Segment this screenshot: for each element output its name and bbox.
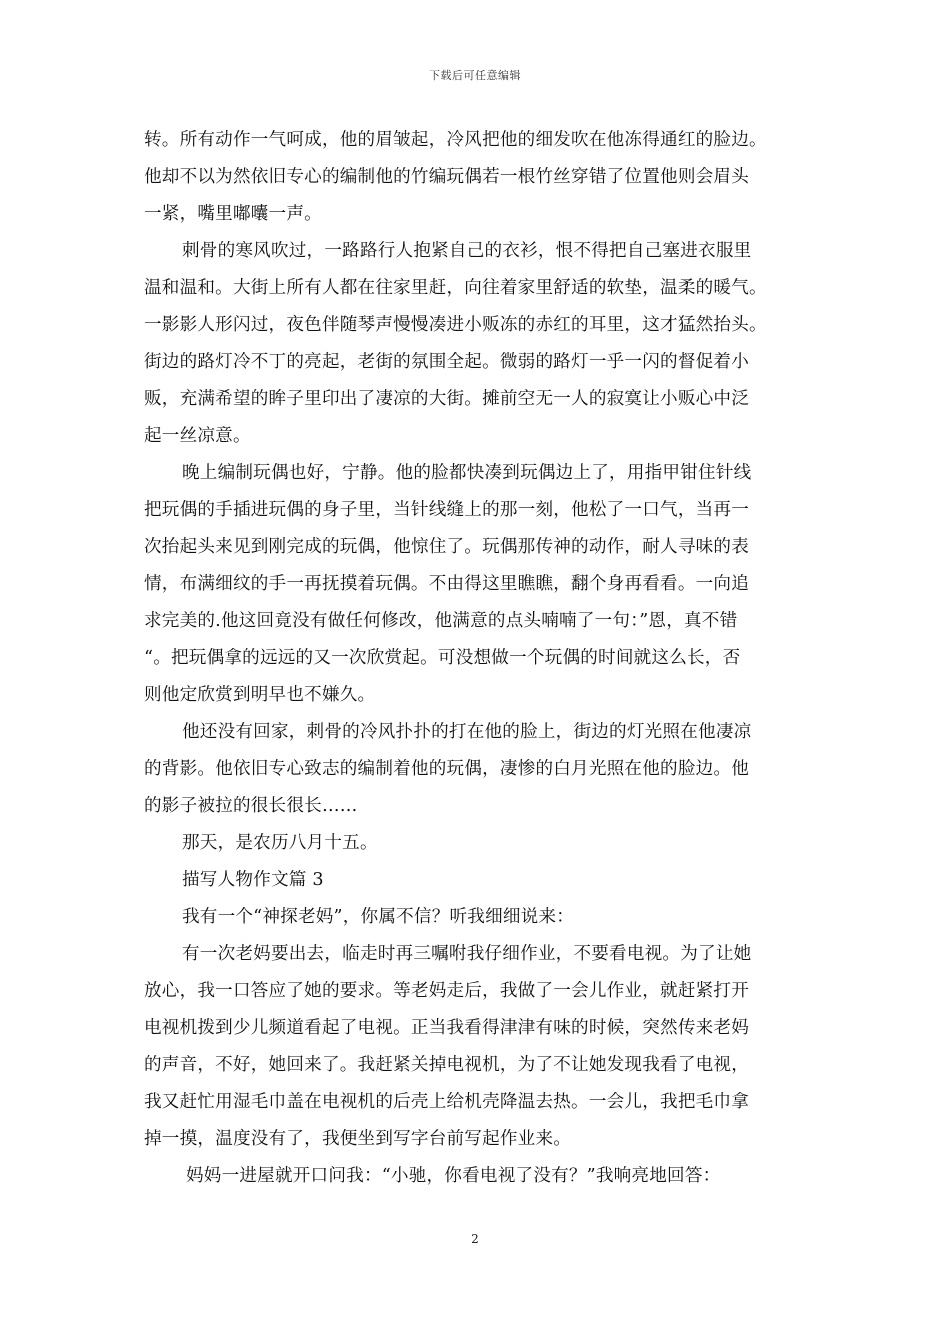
paragraph-start-line: 妈妈一进屋就开口问我：“小驰，你看电视了没有？”我响亮地回答：	[186, 1166, 721, 1186]
paragraph-start-line: 晚上编制玩偶也好，宁静。他的脸都快凑到玩偶边上了，用指甲钳住针线	[182, 463, 752, 483]
paragraph-start-line: 刺骨的寒风吹过，一路路行人抱紧自己的衣衫，恨不得把自己塞进衣服里	[182, 241, 752, 261]
page-header: 下载后可任意编辑	[429, 69, 521, 82]
text-line: “。把玩偶拿的远远的又一次欣赏起。可没想做一个玩偶的时间就这么长，否	[144, 648, 741, 668]
text-line: 放心，我一口答应了她的要求。等老妈走后，我做了一会儿作业，就赶紧打开	[144, 981, 749, 1001]
text-line: 转。所有动作一气呵成，他的眉皱起，冷风把他的细发吹在他冻得通红的脸边。	[144, 130, 767, 150]
page-number: 2	[471, 1232, 479, 1246]
text-line: 他却不以为然依旧专心的编制他的竹编玩偶若一根竹丝穿错了位置他则会眉头	[144, 167, 749, 187]
text-line: 街边的路灯冷不丁的亮起，老街的氛围全起。微弱的路灯一乎一闪的督促着小	[144, 352, 749, 372]
paragraph-start-line: 我有一个“神探老妈”，你属不信？听我细细说来：	[182, 907, 575, 927]
text-line: 掉一摸，温度没有了，我便坐到写字台前写起作业来。	[144, 1129, 572, 1149]
document-body	[144, 122, 808, 1195]
paragraph-start-line: 那天，是农历八月十五。	[182, 833, 378, 853]
text-line: 一影影人形闪过，夜色伴随琴声慢慢凑进小贩冻的赤红的耳里，这才猛然抬头。	[144, 315, 767, 335]
text-line: 情，布满细纹的手一再抚摸着玩偶。不由得这里瞧瞧，翻个身再看看。一向追	[144, 574, 749, 594]
text-line: 则他定欣赏到明早也不嫌久。	[144, 685, 376, 705]
text-line: 温和温和。大街上所有人都在往家里赶，向往着家里舒适的软垫，温柔的暖气。	[144, 278, 767, 298]
text-line: 我又赶忙用湿毛巾盖在电视机的后壳上给机壳降温去热。一会儿，我把毛巾拿	[144, 1092, 749, 1112]
text-line: 次抬起头来见到刚完成的玩偶，他惊住了。玩偶那传神的动作，耐人寻味的表	[144, 537, 749, 557]
paragraph-start-line: 有一次老妈要出去，临走时再三嘱咐我仔细作业，不要看电视。为了让她	[182, 944, 752, 964]
text-line: 电视机拨到少儿频道看起了电视。正当我看得津津有味的时候，突然传来老妈	[144, 1018, 749, 1038]
text-line: 的背影。他依旧专心致志的编制着他的玩偶，凄惨的白月光照在他的脸边。他	[144, 759, 749, 779]
text-line: 起一丝凉意。	[144, 426, 251, 446]
text-line: 一紧，嘴里嘟囔一声。	[144, 204, 322, 224]
text-line: 求完美的.他这回竟没有做任何修改，他满意的点头喃喃了一句：”恩，真不错	[144, 611, 738, 631]
text-line: 的影子被拉的很长很长……	[144, 796, 358, 816]
text-line: 贩，充满希望的眸子里印出了凄凉的大街。摊前空无一人的寂寞让小贩心中泛	[144, 389, 749, 409]
section-heading: 描写人物作文篇 3	[182, 870, 324, 890]
text-line: 把玩偶的手插进玩偶的身子里，当针线缝上的那一刻，他松了一口气，当再一	[144, 500, 749, 520]
paragraph-start-line: 他还没有回家，刺骨的冷风扑扑的打在他的脸上，街边的灯光照在他凄凉	[182, 722, 752, 742]
text-line: 的声音，不好，她回来了。我赶紧关掉电视机，为了不让她发现我看了电视，	[144, 1055, 749, 1075]
